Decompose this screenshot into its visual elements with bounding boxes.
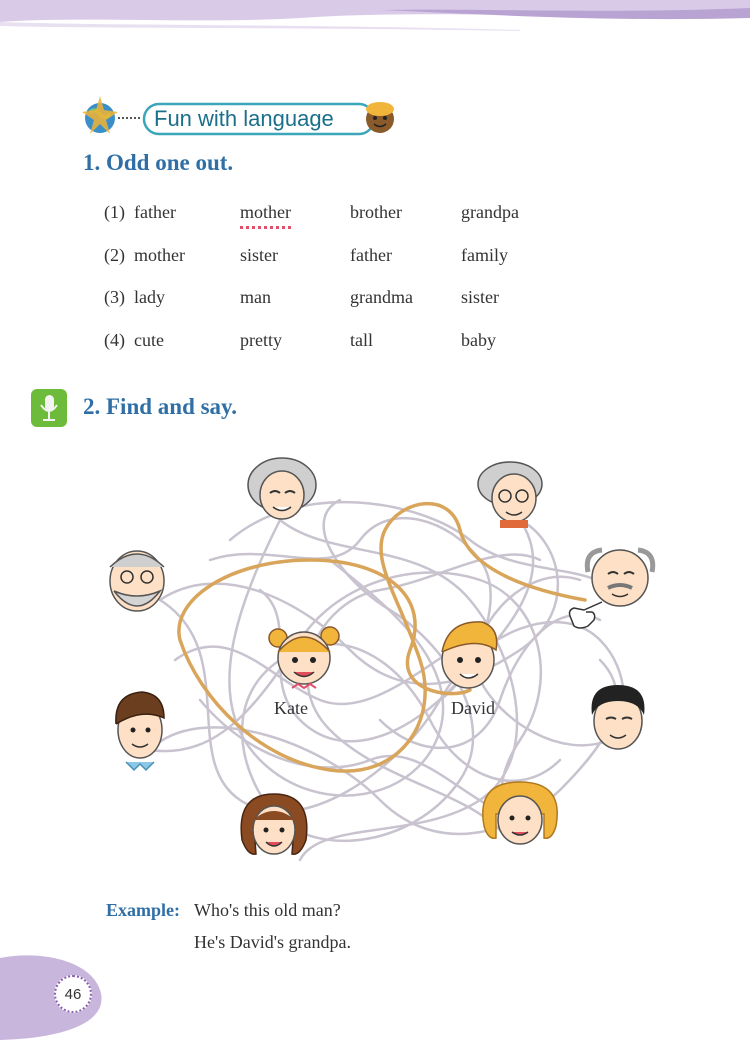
word: mother xyxy=(134,244,185,265)
word: brother xyxy=(350,202,402,222)
uncle-face-icon xyxy=(584,683,652,753)
word-marked-answer: mother xyxy=(240,202,291,229)
aunt-face-icon xyxy=(478,778,562,850)
word: grandpa xyxy=(461,202,519,222)
example-question: Who's this old man? xyxy=(194,900,341,920)
example-answer: He's David's grandpa. xyxy=(194,932,351,952)
david-face-icon xyxy=(432,618,504,694)
item-number: (1) xyxy=(104,202,125,222)
item-number: (2) xyxy=(104,244,125,265)
word: pretty xyxy=(240,329,282,350)
section-2-title: 2. Find and say. xyxy=(83,394,238,419)
grandma-face-icon xyxy=(245,455,320,525)
item-number: (4) xyxy=(104,329,125,350)
kate-label: Kate xyxy=(274,698,308,718)
word: sister xyxy=(240,244,278,265)
word: father xyxy=(134,202,176,222)
item-number: (3) xyxy=(104,287,125,307)
example-label: Example: xyxy=(106,900,180,920)
section-1-title: 1. Odd one out. xyxy=(83,150,234,175)
word: grandma xyxy=(350,287,413,307)
word: family xyxy=(461,244,508,265)
grandpa-beard-face-icon xyxy=(102,545,172,617)
kate-face-icon xyxy=(262,622,344,694)
word: tall xyxy=(350,329,373,350)
word: man xyxy=(240,287,271,307)
word: lady xyxy=(134,287,165,307)
word: baby xyxy=(461,329,496,350)
father-face-icon xyxy=(108,690,170,772)
word: father xyxy=(350,244,392,265)
grandma-glasses-face-icon xyxy=(470,458,550,530)
pointing-hand-icon xyxy=(566,596,604,632)
mother-face-icon xyxy=(236,790,312,862)
word: sister xyxy=(461,287,499,307)
word: cute xyxy=(134,329,164,350)
david-label: David xyxy=(451,698,495,718)
page-number: 46 xyxy=(54,975,92,1013)
banner-title: Fun with language xyxy=(154,106,334,131)
